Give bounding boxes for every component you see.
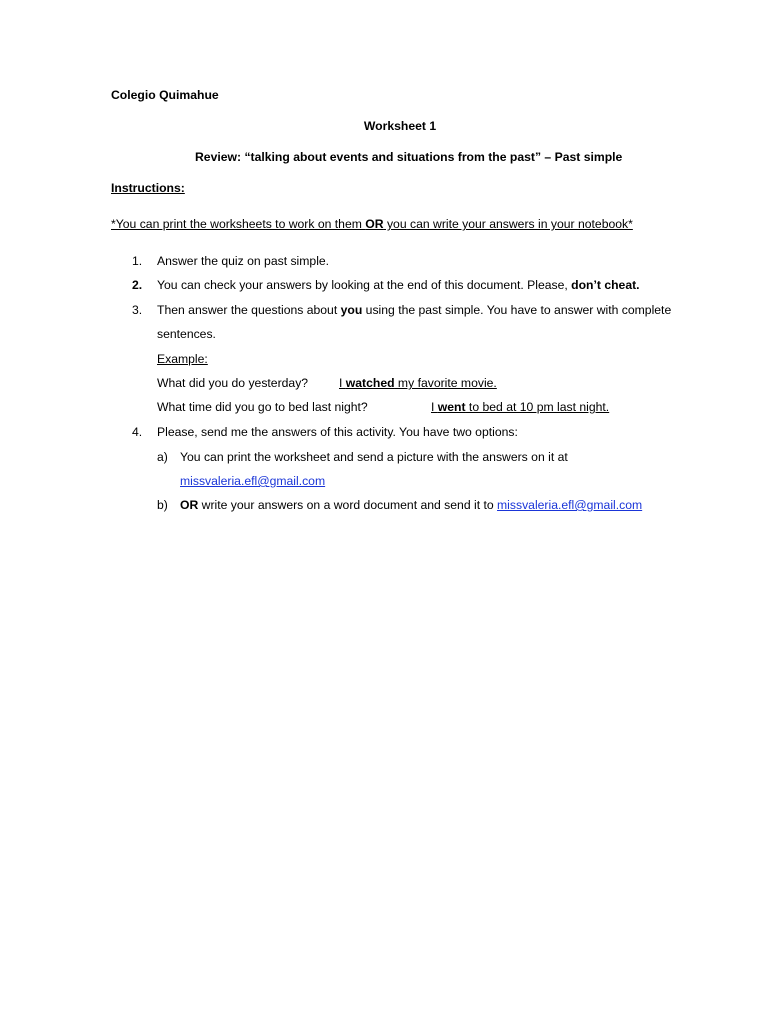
item-text: Please, send me the answers of this activity. You have two options: — [157, 425, 518, 439]
instructions-heading: Instructions: — [111, 181, 185, 195]
option-or: OR — [180, 498, 199, 512]
item-text-pre: Then answer the questions about — [157, 303, 341, 317]
item-text-post: using the past simple. You have to answer with complete — [362, 303, 672, 317]
answer-pre: I — [431, 400, 438, 414]
item-number: 4. — [132, 425, 143, 439]
example-answer-2 — [431, 399, 609, 415]
item-text-pre: You can check your answers by looking at the end of this document. Please, — [157, 278, 572, 292]
answer-post: my favorite movie. — [394, 376, 497, 390]
example-question-2: What time did you go to bed last night? — [157, 400, 368, 414]
item-text-bold: don’t cheat. — [571, 278, 640, 292]
item-text — [157, 277, 640, 293]
worksheet-subtitle: Review: “talking about events and situations from the past” – Past simple — [195, 150, 623, 164]
answer-verb: watched — [345, 376, 395, 390]
answer-pre: I — [339, 376, 346, 390]
note-or: OR — [365, 217, 384, 231]
example-question-1: What did you do yesterday? — [157, 376, 309, 390]
item-text-line2: sentences. — [157, 327, 216, 341]
item-text: Answer the quiz on past simple. — [157, 254, 330, 268]
item-number: 1. — [132, 254, 143, 268]
answer-post: to bed at 10 pm last night. — [465, 400, 610, 414]
option-text: You can print the worksheet and send a picture with the answers on it at — [180, 450, 568, 464]
school-name: Colegio Quimahue — [111, 88, 219, 102]
option-letter: b) — [157, 498, 168, 512]
email-link[interactable]: missvaleria.efl@gmail.com — [497, 498, 643, 512]
option-text — [180, 497, 642, 513]
item-text-bold: you — [340, 303, 363, 317]
instructions-note — [111, 216, 633, 232]
option-letter: a) — [157, 450, 168, 464]
item-text — [157, 302, 671, 318]
note-post: you can write your answers in your notebook* — [383, 217, 633, 231]
item-number: 3. — [132, 303, 143, 317]
worksheet-title: Worksheet 1 — [363, 119, 437, 133]
email-link[interactable]: missvaleria.efl@gmail.com — [180, 474, 326, 488]
example-label: Example: — [157, 352, 208, 366]
note-pre: *You can print the worksheets to work on them — [111, 217, 366, 231]
answer-verb: went — [437, 400, 466, 414]
item-number: 2. — [132, 278, 143, 292]
option-body: write your answers on a word document and send it to — [198, 498, 498, 512]
example-answer-1 — [339, 375, 497, 391]
